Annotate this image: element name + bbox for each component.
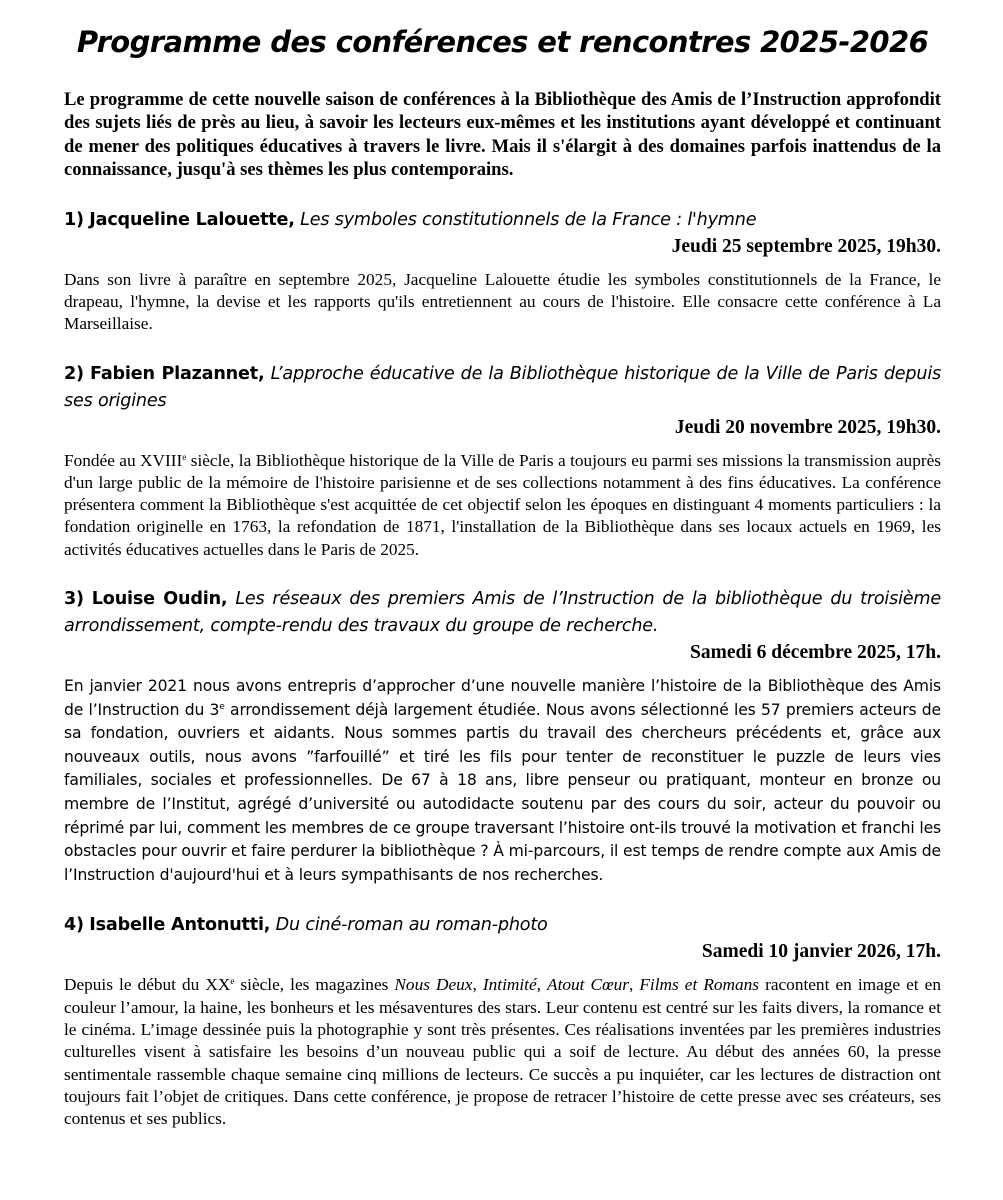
description-text: arrondissement déjà largement étudiée. Nous avons sélectionné les 57 premiers acteurs de sa fondation, ouvriers et aidants. Nous sommes partis du travail des chercheurs précédents et, grâce aux nouveaux outils, nous avons ”farfouillé” et tiré les fils pour tenter de reconstituer le puzzle de leurs vies familiales, sociales et professionnelles. De 67 à 18 ans, libre penseur ou pratiquant, monteur en bronze ou membre de l’Institut, agrégé d’université ou autodidacte soutenu par des cours du soir, acteur du pouvoir ou réprimé par lui, comment les membres de ce groupe traversant l’histoire ont-ils trouvé la motivation et franchi les obstacles pour ouvrir et faire perdurer la bibliothèque ? À mi-parcours, il est temps de rendre compte aux Amis de l’Instruction d'aujourd'hui et à leurs sympathisants de nos recherches. xyxy=(64,700,941,884)
talk-heading xyxy=(64,586,941,640)
description-text: En janvier 2021 nous avons entrepris d’approcher d’une nouvelle manière l’histoire de la Bibliothèque des Amis de l’Instruction du 3 xyxy=(64,677,941,719)
talk-title: Du ciné-roman au roman-photo xyxy=(275,915,548,936)
superscript: e xyxy=(219,701,225,712)
separator: , xyxy=(536,975,548,995)
talk-date: Samedi 10 janvier 2026, 17h. xyxy=(701,941,941,963)
separator: , xyxy=(472,975,483,995)
magazine-title: Films et Romans xyxy=(639,975,760,995)
talk-2 xyxy=(64,361,941,561)
description-text: siècle, la Bibliothèque historique de la Ville de Paris a toujours eu parmi ses missions la transmission auprès d'un large public de la mémoire de l'histoire parisienne et de ses collections notamment à des fins éducatives. La conférence présentera comment la Bibliothèque s'est acquittée de cet objectif selon les époques en distinguant 4 moments particuliers : la fondation originelle en 1763, la refondation de 1871, l'installation de la Bibliothèque dans ses locaux actuels en 1969, les activités éducatives actuelles dans le Paris de 2025. xyxy=(64,450,941,559)
description-text: Depuis le début du XX xyxy=(64,975,231,995)
magazine-title: Intimité xyxy=(482,975,537,995)
talk-speaker: Jacqueline Lalouette, xyxy=(89,209,295,230)
magazine-title: Nous Deux xyxy=(394,975,473,995)
talk-number: 2) xyxy=(64,363,84,384)
talk-number: 1) xyxy=(64,209,84,230)
talk-1 xyxy=(64,207,941,336)
talk-heading xyxy=(64,207,941,234)
separator: , xyxy=(628,975,640,995)
talk-title: Les réseaux des premiers Amis de l’Instruction de la bibliothèque du troisième arrondissement, compte-rendu des travaux du groupe de recherche. xyxy=(64,589,941,636)
talk-4 xyxy=(64,912,941,1130)
talk-number: 3) xyxy=(64,589,84,609)
talk-description xyxy=(64,450,941,561)
talk-description: Dans son livre à paraître en septembre 2025, Jacqueline Lalouette étudie les symboles constitutionnels de la France, le drapeau, l'hymne, la devise et les rapports qu'ils entretiennent au cours de l'histoire. Elle consacre cette conférence à La Marseillaise. xyxy=(64,269,941,334)
magazine-title: Atout Cœur xyxy=(547,975,629,995)
page-title: Programme des conférences et rencontres 2025-2026 xyxy=(76,25,929,59)
talk-heading xyxy=(64,912,941,939)
superscript: e xyxy=(182,451,187,462)
description-text: racontent en image et en couleur l’amour, la haine, les bonheurs et les mésaventures des stars. Leur contenu est centré sur les faits divers, la romance et le cinéma. L’image dessinée puis la photographie y sont très présentes. Ces réalisations inventées par les premières industries culturelles visent à satisfaire les besoins d’un nouveau public qui a soif de lecture. Au début des années 60, la presse sentimentale rassemble chaque semaine cinq millions de lecteurs. Ce succès a pu inquiéter, car les lectures de distraction ont toujours fait l’objet de critiques. Dans cette conférence, je propose de retracer l’histoire de cette presse avec ses créateurs, ses contenus et ses publics. xyxy=(64,975,941,1129)
talk-date: Jeudi 20 novembre 2025, 19h30. xyxy=(674,416,941,438)
talk-speaker: Isabelle Antonutti, xyxy=(89,915,271,936)
description-text: Fondée au XVIII xyxy=(64,450,183,470)
talk-3 xyxy=(64,586,941,887)
talk-date: Samedi 6 décembre 2025, 17h. xyxy=(690,642,941,663)
talk-title: Les symboles constitutionnels de la France : l'hymne xyxy=(300,209,757,230)
talk-description xyxy=(64,974,941,1130)
talk-title: L’approche éducative de la Bibliothèque historique de la Ville de Paris depuis ses origines xyxy=(64,363,941,411)
talk-number: 4) xyxy=(64,915,84,936)
talk-heading xyxy=(64,361,941,415)
talk-speaker: Louise Oudin, xyxy=(91,589,228,609)
talk-date: Jeudi 25 septembre 2025, 19h30. xyxy=(671,235,941,257)
intro-paragraph: Le programme de cette nouvelle saison de conférences à la Bibliothèque des Amis de l’Instruction approfondit des sujets liés de près au lieu, à savoir les lecteurs eux-mêmes et les institutions ayant développé et continuant de mener des politiques éducatives à travers le livre. Mais il s'élargit à des domaines parfois inattendus de la connaissance, jusqu'à ses thèmes les plus contemporains. xyxy=(64,89,941,181)
talk-speaker: Fabien Plazannet, xyxy=(90,363,265,384)
superscript: e xyxy=(230,976,235,987)
description-text: siècle, les magazines xyxy=(234,975,395,995)
talk-description xyxy=(64,675,941,887)
